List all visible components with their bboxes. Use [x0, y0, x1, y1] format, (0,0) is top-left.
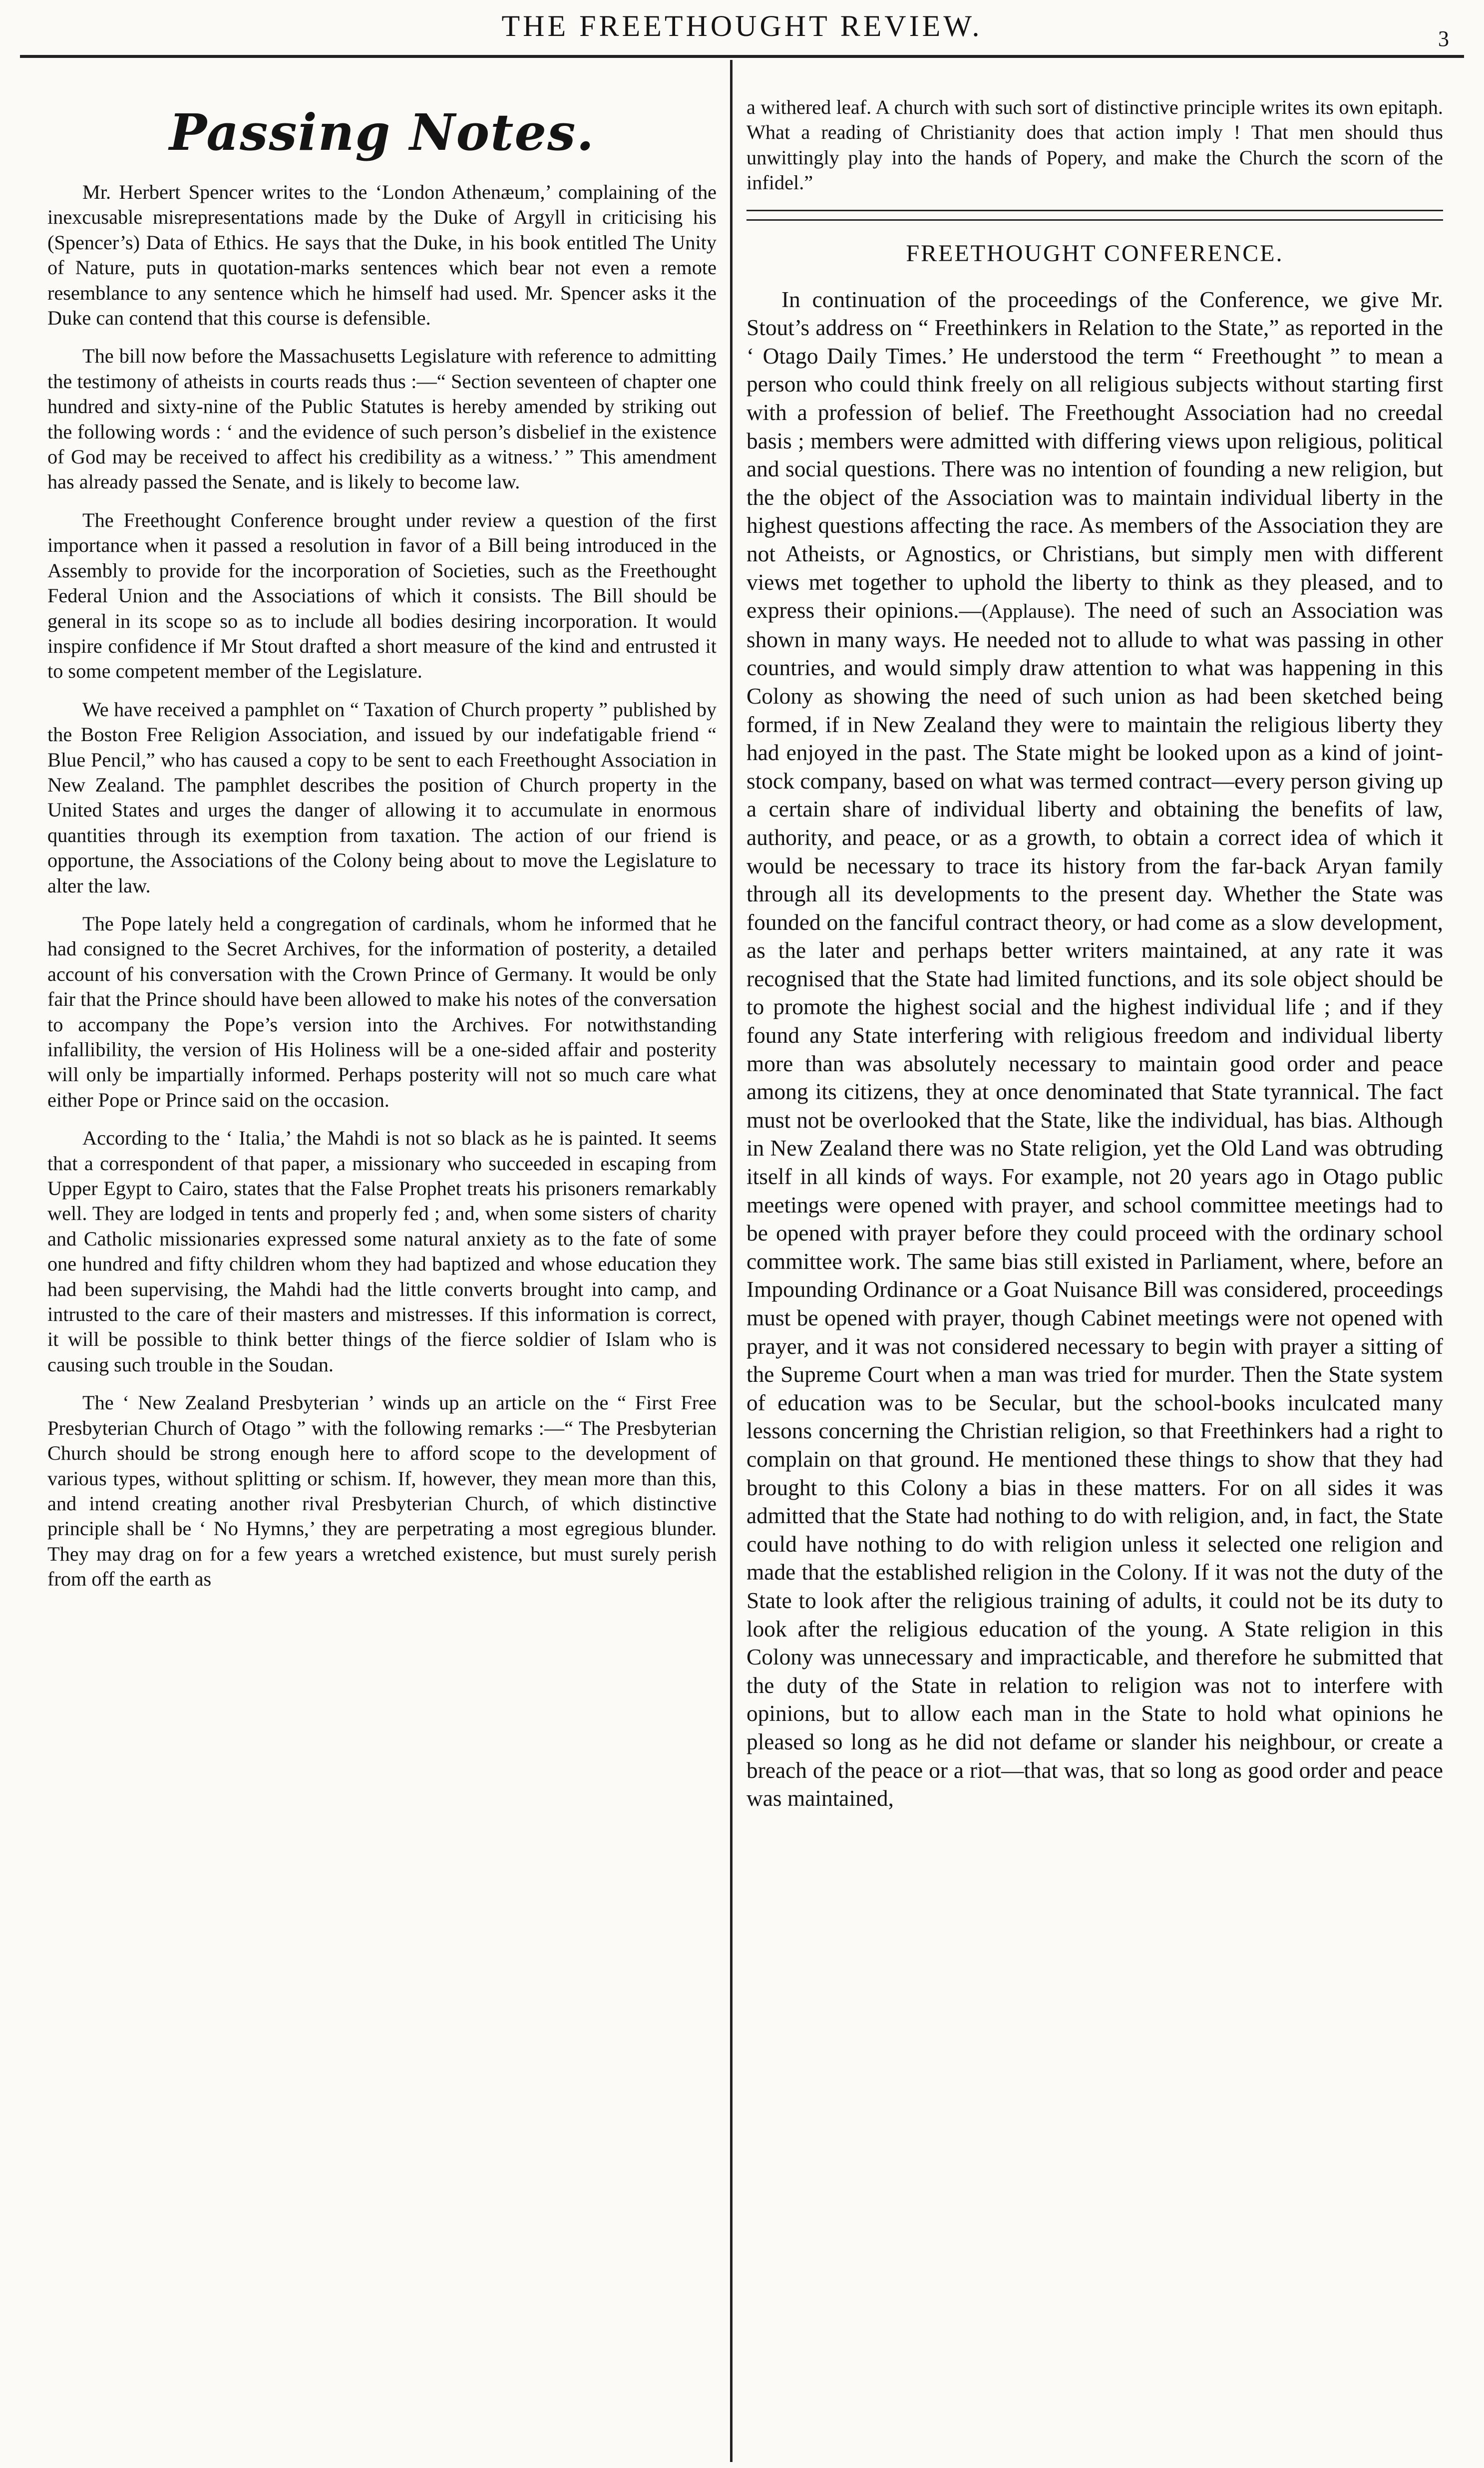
conference-body	[746, 286, 1443, 1813]
paragraph-conference-bill: The Freethought Conference brought under review a question of the first importance when it passed a resolution in favor of a Bill being introduced in the Assembly to provide for the incorporation of Societies, such as the Freethought Federal Union and the Associations of which it consists. The Bill should be general in its scope so as to include all bodies desiring incorporation. It would inspire confidence if Mr Stout drafted a short measure of the kind and entrusted it to some competent member of the Legislature.	[47, 508, 717, 683]
page-number: 3	[1438, 26, 1449, 51]
section-double-rule	[746, 210, 1443, 221]
column-divider	[730, 60, 733, 2462]
page-header	[0, 9, 1484, 50]
header-rule	[20, 55, 1464, 58]
left-column	[47, 92, 717, 1592]
right-column	[746, 95, 1443, 1813]
paragraph-taxation-pamphlet: We have received a pamphlet on “ Taxation of Church property ” published by the Boston Free Religion Association, and issued by our indefatigable friend “ Blue Pencil,” who has caused a copy to be sent to each Freethought Association in New Zealand. The pamphlet describes the position of Church property in the United States and urges the danger of allowing it to accumulate in enormous quantities through its exemption from taxation. The action of our friend is opportune, the Associations of the Colony being about to move the Legislature to alter the law.	[47, 698, 717, 897]
applause-text: (Applause).	[981, 600, 1076, 623]
passing-notes-heading: Passing Notes.	[169, 103, 595, 162]
conference-body-part2: The need of such an Association was shown in many ways. He needed not to allude to what was passing in other countries, and would simply draw attention to what was happening in this Colony as showing the need of such union as had been sketched being formed, if in New Zealand they were to maintain the religious liberty they had enjoyed in the past. The State might be looked upon as a kind of joint-stock company, based on what was termed contract—every person giving up a certain share of individual liberty and obtaining the benefits of law, authority, and peace, or as a growth, to obtain a correct idea of which it would be necessary to trace its history from the far-back Aryan family through all its developments to the present day. Whether the State was founded on the fanciful contract theory, or had come as a slow development, as the later and perhaps better writers maintained, at any rate it was recognised that the State had limited functions, and its sole object should be to promote the highest social and the highest individual life ; and if they found any State interfering with religious freedom and individual liberty more than was absolutely necessary to maintain good order and peace among its citizens, they at once denominated that State tyrannical. The fact must not be overlooked that the State, like the individual, has bias. Although in New Zealand there was no State religion, yet the Old Land was obtruding itself in all kinds of ways. For example, not 20 years ago in Otago public meetings were opened with prayer, and school committee meetings had to be opened with prayer before they could proceed with the ordinary school committee work. The same bias still existed in Parliament, where, before an Impounding Ordinance or a Goat Nuisance Bill was considered, proceedings must be opened with prayer, though Cabinet meetings were not opened with prayer, and it was not considered necessary to begin with prayer a sitting of the Supreme Court when a man was tried for murder. Then the State system of education was to be Secular, but the school-books inculcated many lessons concerning the Christian religion, so that Freethinkers had a right to complain on that ground. He mentioned these things to show that they had brought to this Colony a bias in these matters. For on all sides it was admitted that the State had nothing to do with religion, and, in fact, the State could have nothing to do with religion unless it selected one religion and made that the established religion in the Colony. If it was not the duty of the State to look after the religious training of adults, it could not be its duty to look after the religious education of the young. A State religion in this Colony was unnecessary and impracticable, and therefore he submitted that the duty of the State in relation to religion was not to interfere with opinions, but to allow each man in the State to hold what opinions he pleased so long as he did not defame or slander his neighbour, or create a breach of the peace or a riot—that was, that so long as good order and peace was maintained,	[746, 598, 1444, 1811]
paragraph-continuation: a withered leaf. A church with such sort of distinctive principle writes its own epitaph. What a reading of Christianity does that action imply ! That men should thus unwittingly play into the hands of Popery, and make the Church the scorn of the infidel.”	[746, 96, 1443, 194]
paragraph-pope-archives: The Pope lately held a congregation of cardinals, whom he informed that he had consigned to the Secret Archives, for the information of posterity, a detailed account of his conversation with the Crown Prince of Germany. It would be only fair that the Prince should have been allowed to make his notes of the conversation to accompany the Pope’s version into the Archives. For notwithstanding infallibility, the version of His Holiness will be a one-sided affair and posterity will only be impartially informed. Perhaps posterity will not so much care what either Pope or Prince said on the occasion.	[47, 912, 717, 1111]
paragraph-mahdi: According to the ‘ Italia,’ the Mahdi is not so black as he is painted. It seems that a correspondent of that paper, a missionary who succeeded in escaping from Upper Egypt to Cairo, states that the False Prophet treats his prisoners remarkably well. They are lodged in tents and properly fed ; and, when some sisters of charity and Catholic missionaries expressed some natural anxiety as to the fate of some one hundred and fifty children whom they had baptized and whose education they had been supervising, the Mahdi had the little converts brought into camp, and intrusted to the care of their masters and mistresses. If this information is correct, it will be possible to think better things of the fierce soldier of Islam who is causing such trouble in the Soudan.	[47, 1127, 717, 1376]
conference-body-part1: In continuation of the proceedings of the Conference, we give Mr. Stout’s address on “ Freethinkers in Relation to the State,” as reported in the ‘ Otago Daily Times.’ He understood the term “ Freethought ” to mean a person who could think freely on all religious subjects without starting first with a profession of belief. The Freethought Association had no creedal basis ; members were admitted with differing views upon religious, political and social questions. There was no intention of founding a new religion, but the the object of the Association was to maintain individual liberty in the highest questions affecting the race. As members of the Association they are not Atheists, or Agnostics, or Christians, but simply men with different views met together to uphold the liberty to think as they pleased, and to express their opinions.—	[746, 287, 1443, 623]
conference-heading: FREETHOUGHT CONFERENCE.	[906, 240, 1284, 267]
paragraph-spencer: Mr. Herbert Spencer writes to the ‘London Athenæum,’ complaining of the inexcusable misrepresentations made by the Duke of Argyll in criticising his (Spencer’s) Data of Ethics. He says that the Duke, in his book entitled The Unity of Nature, puts in quotation-marks sentences which bear not even a remote resemblance to any sentence which he himself had used. Mr. Spencer asks it the Duke can contend that this course is defensible.	[47, 181, 717, 330]
paragraph-massachusetts: The bill now before the Massachusetts Legislature with reference to admitting the testimony of atheists in courts reads thus :—“ Section seventeen of chapter one hundred and sixty-nine of the Public Statutes is hereby amended by striking out the following words : ‘ and the evidence of such person’s disbelief in the existence of God may be received to affect his credibility as a witness.’ ” This amendment has already passed the Senate, and is likely to become law.	[47, 345, 717, 493]
publication-title: THE FREETHOUGHT REVIEW.	[501, 9, 983, 42]
paragraph-presbyterian: The ‘ New Zealand Presbyterian ’ winds up an article on the “ First Free Presbyterian Church of Otago ” with the following remarks :—“ The Presbyterian Church should be strong enough here to afford scope to the development of various types, without splitting or schism. If, however, they mean more than this, and intend creating another rival Presbyterian Church, of which distinctive principle shall be ‘ No Hymns,’ they are perpetrating a most egregious blunder. They may drag on for a few years a wretched existence, but must surely perish from off the earth as	[47, 1391, 717, 1591]
